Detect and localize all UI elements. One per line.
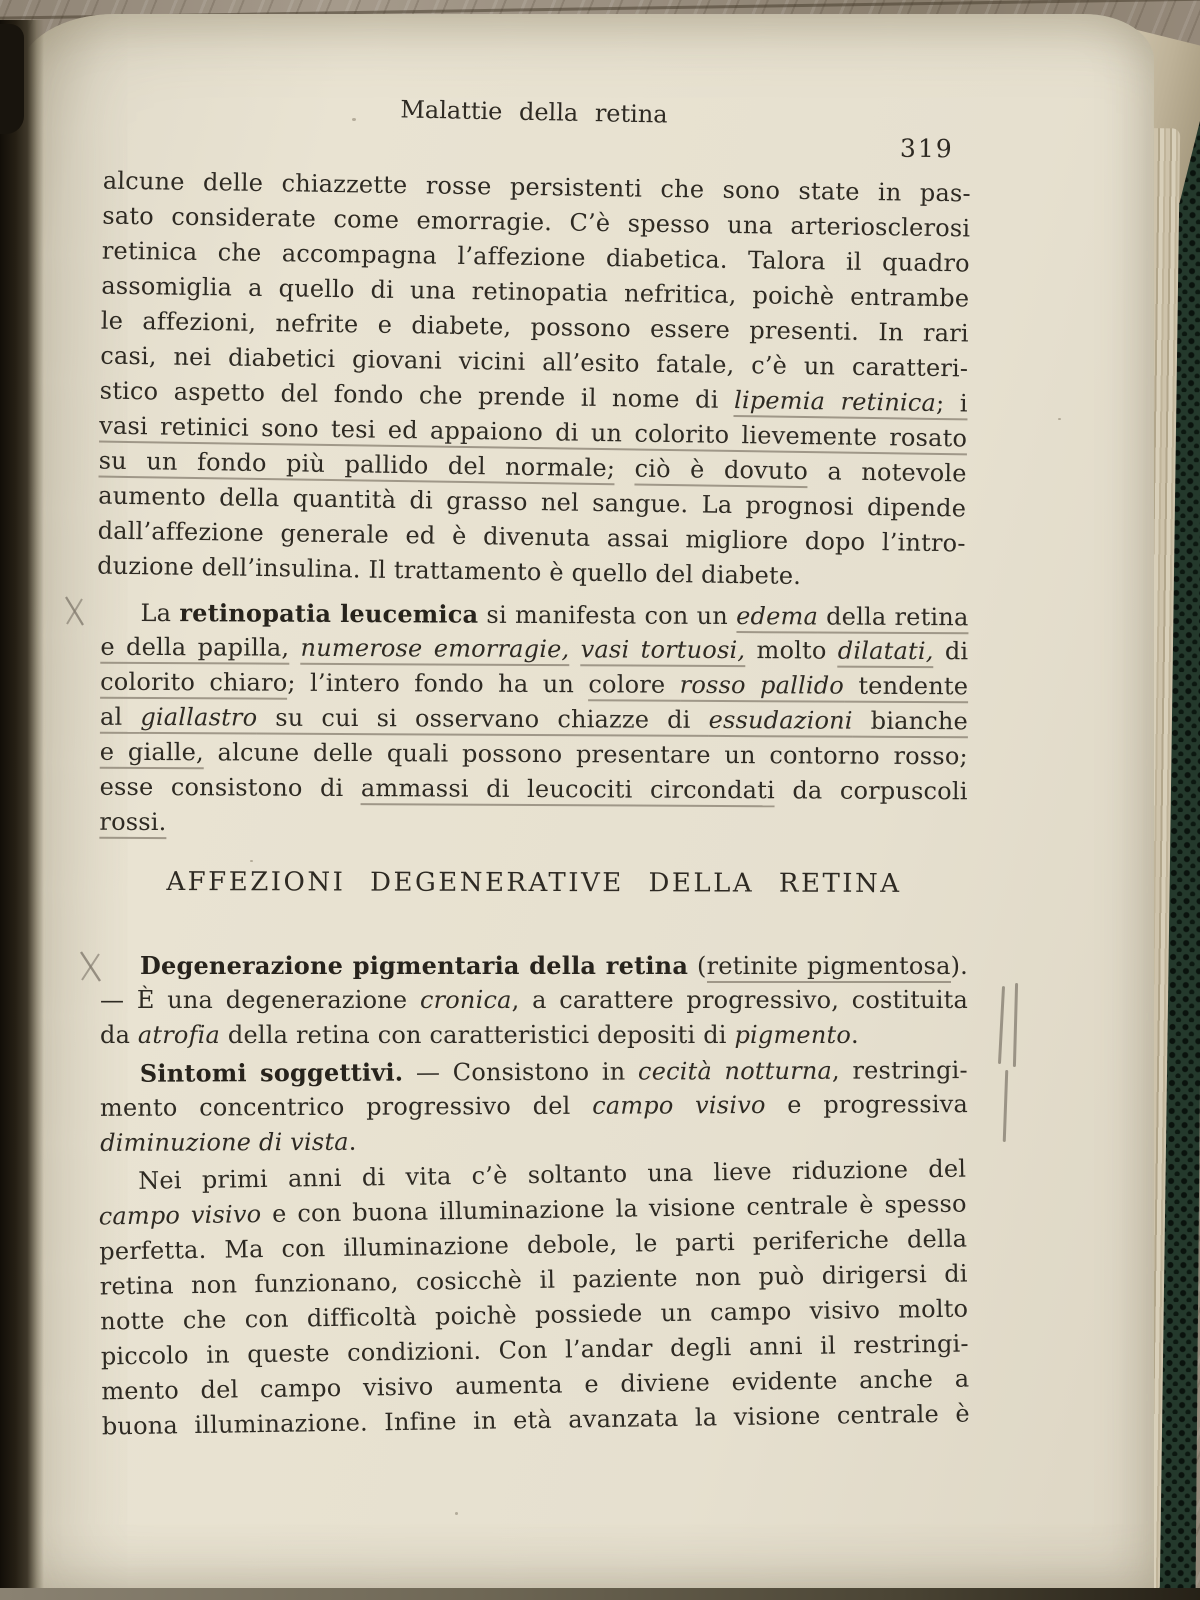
text-line: e gialle, alcune delle quali possono presentare un contorno rosso; — [99, 737, 968, 771]
text-line: da atrofia della retina con caratteristici depositi di pigmento. — [100, 1021, 859, 1049]
pencil-x-mark — [62, 594, 88, 628]
text-line: al giallastro su cui si osservano chiazze di essudazioni bianche — [100, 700, 968, 740]
paragraph-leukemic-retinopathy — [99, 595, 968, 845]
text-line: piccolo in queste condizioni. Con l’andar degli anni il restringi- — [100, 1329, 969, 1371]
text-line: assomiglia a quello di una retinopatia nefritica, poichè entrambe — [101, 271, 970, 313]
paragraph-early-years — [98, 1152, 970, 1445]
text-line: sato considerate come emorragie. C’è spesso una arteriosclerosi — [102, 201, 971, 243]
text-line: alcune delle chiazzette rosse persistenti che sono state in pas- — [102, 166, 972, 208]
text-line: duzione dell’insulina. Il trattamento è quello del diabete. — [96, 551, 802, 590]
text-line: rossi. — [99, 805, 967, 845]
section-heading: AFFEZIONI DEGENERATIVE DELLA RETINA — [166, 867, 902, 899]
text-line: Sintomi soggettivi. — Consistono in cecità notturna, restringi- — [139, 1056, 968, 1088]
text-line: Degenerazione pigmentaria della retina (retinite pigmentosa). — [100, 948, 968, 983]
pencil-x-mark — [76, 948, 106, 984]
text-line: La retinopatia leucemica si manifesta con un edema della retina — [100, 595, 968, 635]
paragraph-subjective-symptoms — [100, 1052, 968, 1161]
paragraph-diabetic-retinopathy — [97, 164, 971, 597]
text-line: vasi retinici sono tesi ed appaiono di un colorito lievemente rosato — [99, 409, 967, 457]
text-line: mento concentrico progressivo del campo visivo e progressiva — [99, 1090, 969, 1122]
page-number: 319 — [900, 133, 955, 164]
text-line: — È una degenerazione cronica, a carattere progressivo, costituita — [100, 986, 968, 1014]
running-header: Malattie della retina — [400, 95, 668, 129]
text-line: su un fondo più pallido del normale; ciò è dovuto a notevole — [98, 446, 967, 488]
text-line: buona illuminazione. Infine in età avanzata la visione centrale è — [101, 1399, 970, 1441]
text-line: perfetta. Ma con illuminazione debole, le parti periferiche della — [99, 1224, 968, 1266]
text-line: e della papilla, numerose emorragie, vasi tortuosi, molto dilatati, di — [100, 630, 968, 670]
book-gutter-shadow — [0, 20, 44, 1600]
paper-speck — [1058, 418, 1061, 420]
text-block — [96, 0, 972, 1600]
text-line: dall’affezione generale ed è divenuta assai migliore dopo l’intro- — [97, 516, 966, 558]
text-line: stico aspetto del fondo che prende il nome di lipemia retinica; i — [100, 374, 968, 422]
text-line: colorito chiaro; l’intero fondo ha un colore rosso pallido tendente — [100, 665, 968, 705]
text-line: Nei primi anni di vita c’è soltanto una lieve riduzione del — [138, 1154, 967, 1195]
text-line: casi, nei diabetici giovani vicini all’esito fatale, c’è un caratteri- — [100, 341, 969, 383]
text-line: esse consistono di ammassi di leucociti circondati da corpuscoli — [99, 772, 968, 806]
text-line: aumento della quantità di grasso nel sangue. La prognosi dipende — [98, 481, 967, 523]
text-line: le affezioni, nefrite e diabete, possono essere presenti. In rari — [100, 306, 969, 348]
text-line: notte che con difficoltà poichè possiede un campo visivo molto — [100, 1294, 969, 1336]
text-line: retina non funzionano, cosicchè il paziente non può dirigersi di — [99, 1259, 968, 1301]
text-line: campo visivo e con buona illuminazione la visione centrale è spesso — [98, 1189, 967, 1231]
spine-shadow — [0, 24, 24, 134]
text-line: retinica che accompagna l’affezione diabetica. Talora il quadro — [101, 236, 970, 278]
text-line: diminuzione di vista. — [100, 1127, 357, 1157]
text-line: mento del campo visivo aumenta e diviene evidente anche a — [101, 1364, 970, 1406]
paragraph-pigmentary-degeneration — [100, 948, 968, 1053]
